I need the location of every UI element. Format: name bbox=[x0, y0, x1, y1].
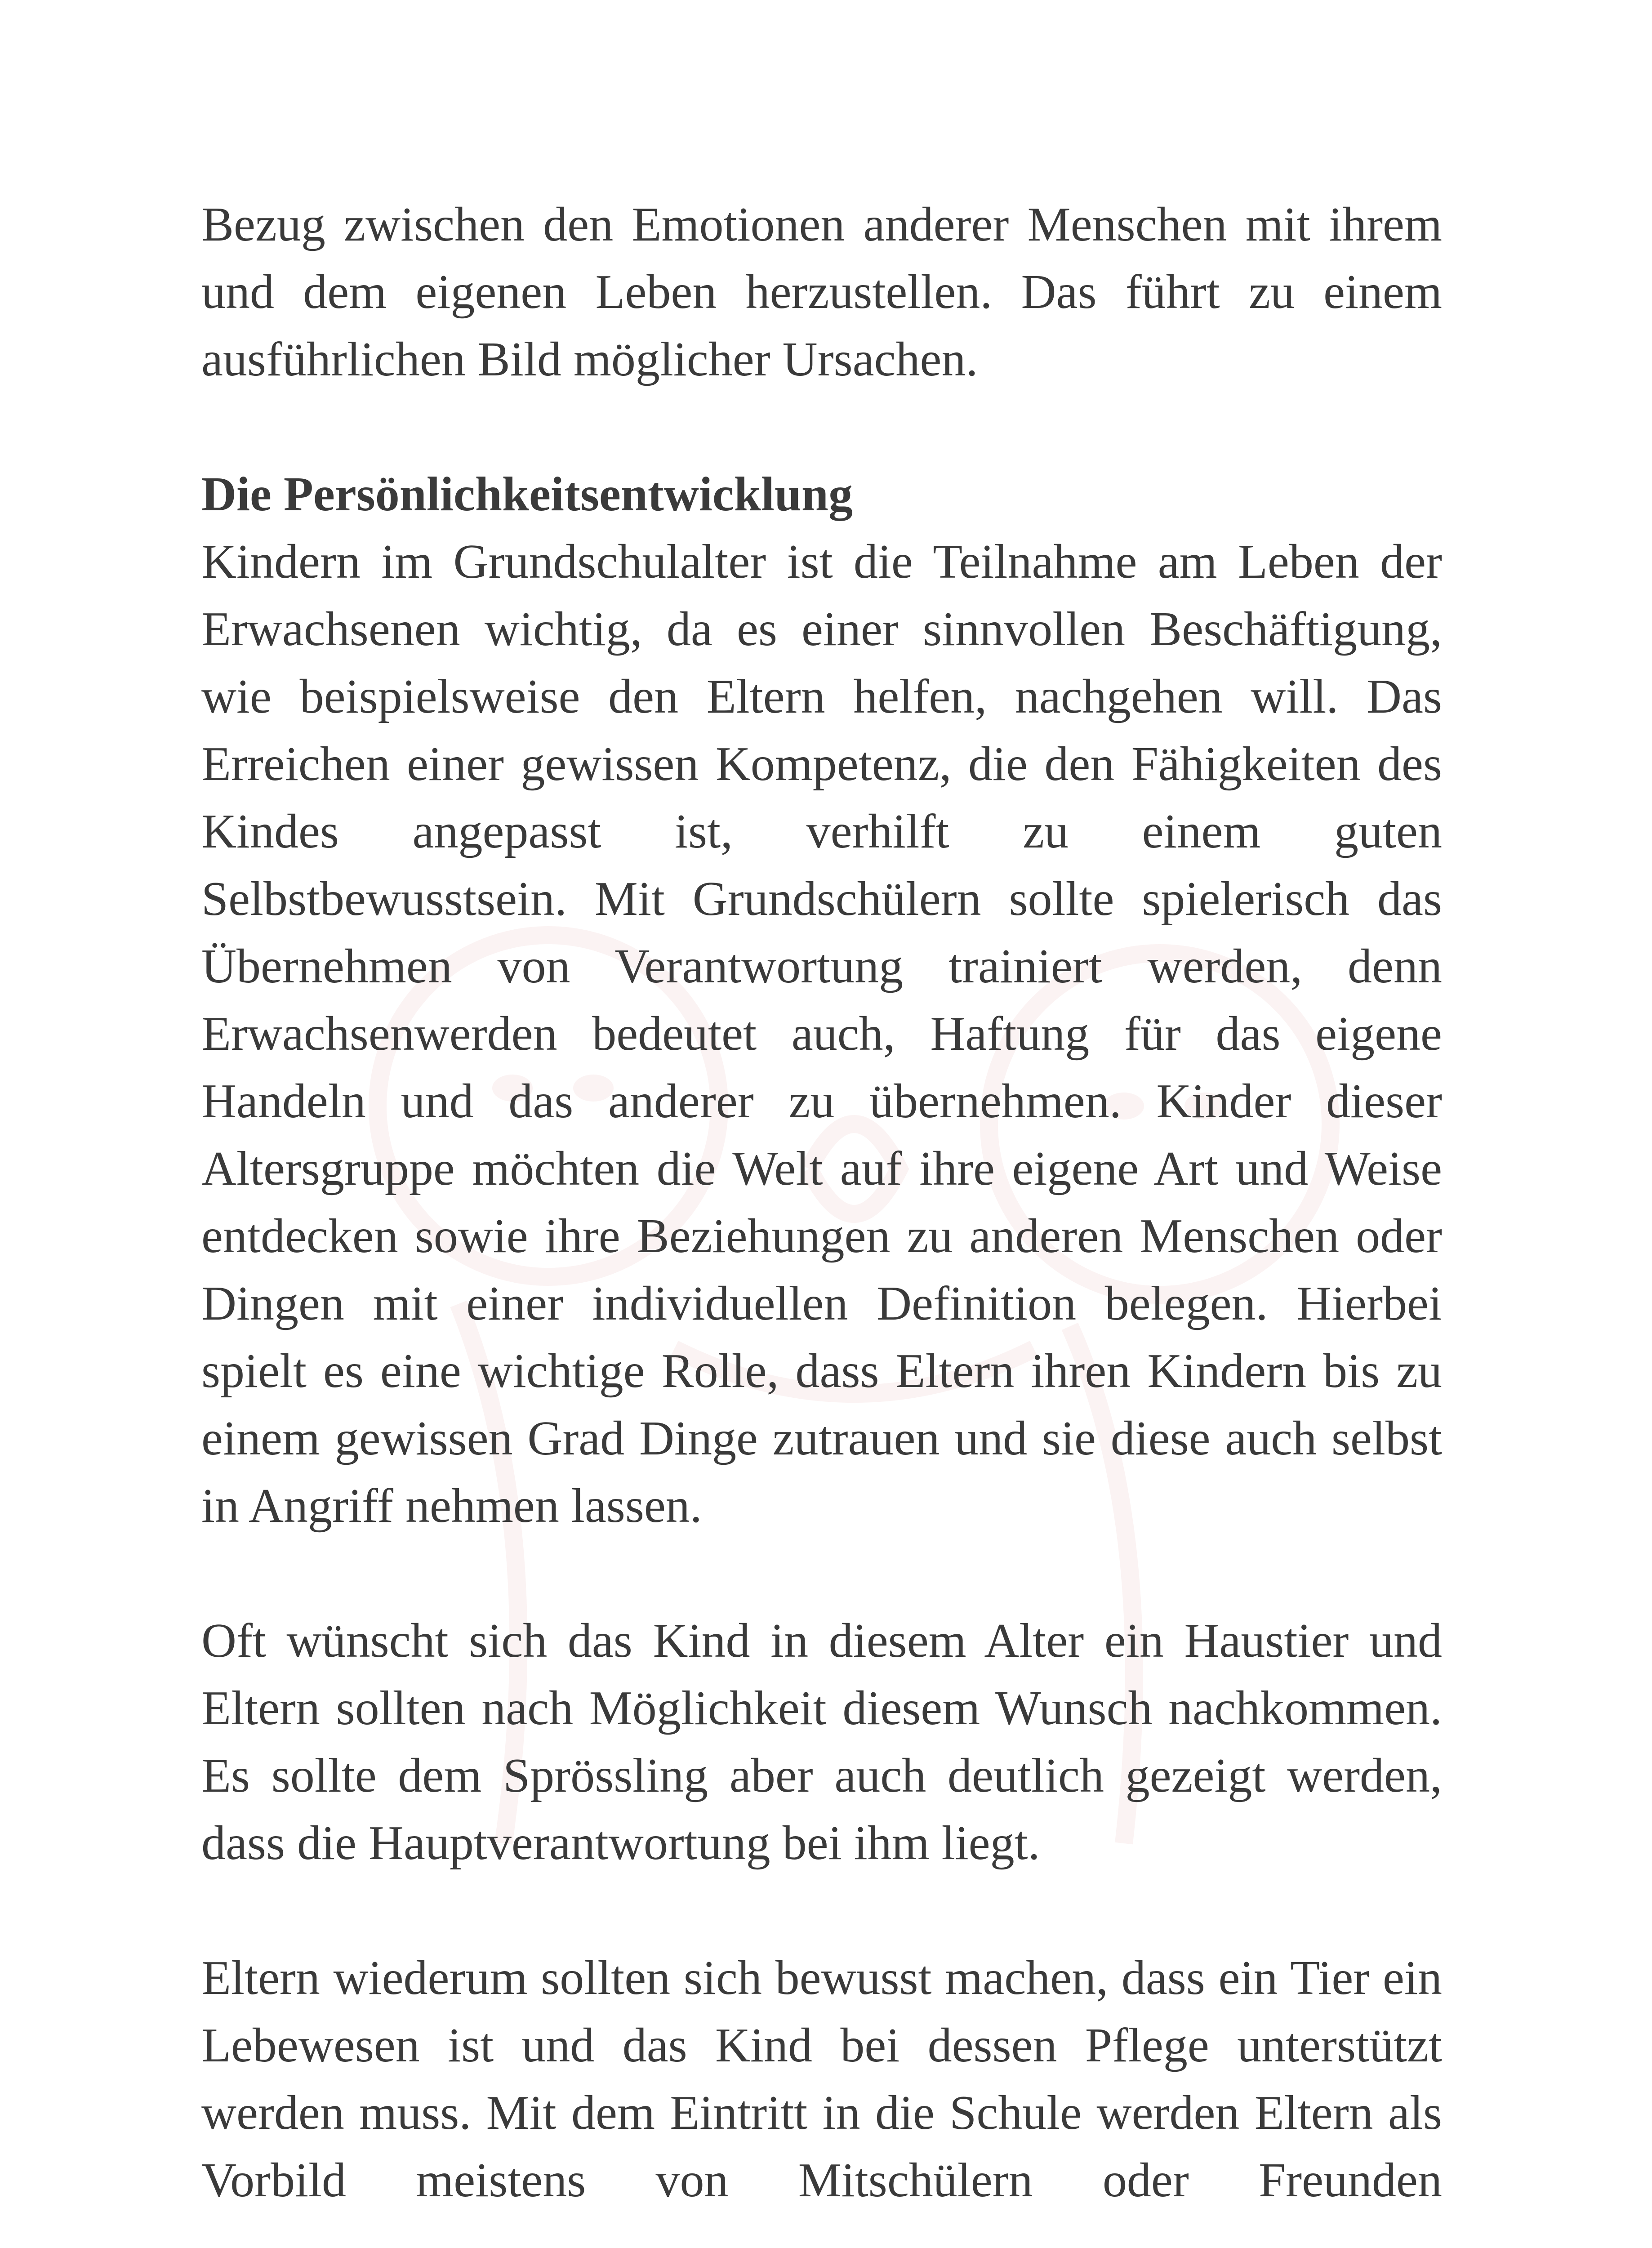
paragraph-spacer bbox=[201, 1540, 1442, 1607]
paragraph-parents: Eltern wiederum sollten sich bewusst machen, dass ein Tier ein Lebewesen ist und das Kind bei dessen Pflege unterstützt werden muss. Mit dem Eintritt in die Schule werden Eltern als Vorbild meistens von Mitschülern oder Freunden bbox=[201, 1951, 1442, 2207]
paragraph-pet: Oft wünscht sich das Kind in diesem Alter ein Haustier und Eltern sollten nach Möglichkeit diesem Wunsch nachkommen. Es sollte dem Sprössling aber auch deutlich gezeigt werden, dass die Hauptverantwortung bei ihm liegt. bbox=[201, 1614, 1442, 1870]
section-heading: Die Persönlichkeitsentwicklung bbox=[201, 468, 853, 521]
paragraph-section-body: Kindern im Grundschulalter ist die Teilnahme am Leben der Erwachsenen wichtig, da es einer sinnvollen Beschäftigung, wie beispielsweise den Eltern helfen, nachgehen will. Das Erreichen einer gewissen Kompetenz, die den Fähigkeiten des Kindes angepasst ist, verhilft zu einem guten Selbstbewusstsein. Mit Grundschülern sollte spielerisch das Übernehmen von Verantwortung trainiert werden, denn Erwachsenwerden bedeutet auch, Haftung für das eigene Handeln und das anderer zu übernehmen. Kinder dieser Altersgruppe möchten die Welt auf ihre eigene Art und Weise entdecken sowie ihre Beziehungen zu anderen Menschen oder Dingen mit einer individuellen Definition belegen. Hierbei spielt es eine wichtige Rolle, dass Eltern ihren Kindern bis zu einem gewissen Grad Dinge zutrauen und sie diese auch selbst in Angriff nehmen lassen. bbox=[201, 535, 1442, 1533]
body-text bbox=[201, 191, 1442, 2214]
paragraph-intro-continuation: Bezug zwischen den Emotionen anderer Menschen mit ihrem und dem eigenen Leben herzustellen. Das führt zu einem ausführlichen Bild möglicher Ursachen. bbox=[201, 198, 1442, 386]
paragraph-spacer bbox=[201, 393, 1442, 461]
paragraph-spacer bbox=[201, 1877, 1442, 1945]
